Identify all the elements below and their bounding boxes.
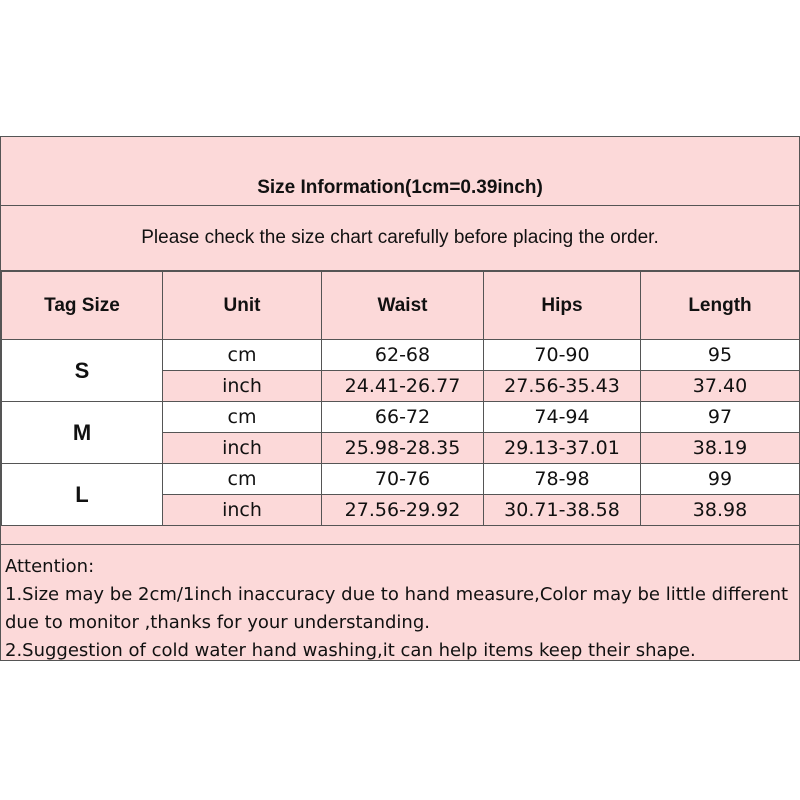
attention-line-1: 1.Size may be 2cm/1inch inaccuracy due to hand measure,Color may be little different due to monitor ,thanks for your understanding. bbox=[5, 584, 789, 633]
table-row bbox=[2, 402, 800, 433]
attention-line-2: 2.Suggestion of cold water hand washing,it can help items keep their shape. bbox=[5, 640, 696, 661]
length-cell: 95 bbox=[641, 340, 800, 371]
size-table bbox=[1, 271, 800, 526]
hips-cell: 78-98 bbox=[484, 464, 641, 495]
length-cell: 38.19 bbox=[641, 433, 800, 464]
order-note: Please check the size chart carefully before placing the order. bbox=[141, 227, 659, 248]
attention-heading: Attention: bbox=[5, 556, 95, 577]
waist-cell: 27.56-29.92 bbox=[322, 495, 484, 526]
header-length: Length bbox=[641, 272, 800, 340]
title-row bbox=[1, 137, 799, 205]
attention-section bbox=[1, 544, 799, 660]
header-hips: Hips bbox=[484, 272, 641, 340]
hips-cell: 70-90 bbox=[484, 340, 641, 371]
unit-cell: inch bbox=[163, 371, 322, 402]
tag-size-cell: L bbox=[2, 464, 163, 526]
unit-cell: cm bbox=[163, 464, 322, 495]
length-cell: 38.98 bbox=[641, 495, 800, 526]
header-row bbox=[2, 272, 800, 340]
length-cell: 37.40 bbox=[641, 371, 800, 402]
waist-cell: 25.98-28.35 bbox=[322, 433, 484, 464]
hips-cell: 74-94 bbox=[484, 402, 641, 433]
header-waist: Waist bbox=[322, 272, 484, 340]
header-unit: Unit bbox=[163, 272, 322, 340]
note-row bbox=[1, 205, 799, 271]
waist-cell: 62-68 bbox=[322, 340, 484, 371]
length-cell: 99 bbox=[641, 464, 800, 495]
waist-cell: 66-72 bbox=[322, 402, 484, 433]
length-cell: 97 bbox=[641, 402, 800, 433]
unit-cell: cm bbox=[163, 340, 322, 371]
table-row bbox=[2, 464, 800, 495]
unit-cell: inch bbox=[163, 433, 322, 464]
size-chart bbox=[0, 136, 800, 661]
unit-cell: inch bbox=[163, 495, 322, 526]
header-tag-size: Tag Size bbox=[2, 272, 163, 340]
waist-cell: 70-76 bbox=[322, 464, 484, 495]
tag-size-cell: M bbox=[2, 402, 163, 464]
hips-cell: 29.13-37.01 bbox=[484, 433, 641, 464]
hips-cell: 30.71-38.58 bbox=[484, 495, 641, 526]
unit-cell: cm bbox=[163, 402, 322, 433]
chart-title: Size Information(1cm=0.39inch) bbox=[257, 177, 543, 198]
hips-cell: 27.56-35.43 bbox=[484, 371, 641, 402]
table-row bbox=[2, 340, 800, 371]
waist-cell: 24.41-26.77 bbox=[322, 371, 484, 402]
tag-size-cell: S bbox=[2, 340, 163, 402]
